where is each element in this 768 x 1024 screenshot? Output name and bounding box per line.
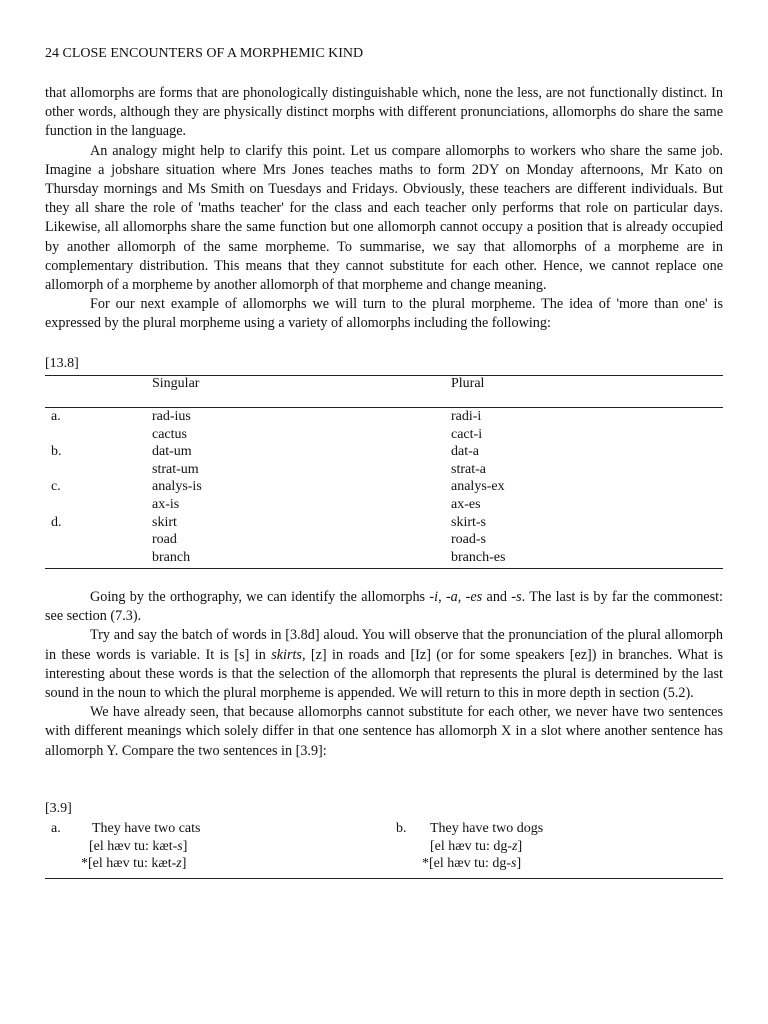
- paragraph-6: We have already seen, that because allomorphs cannot substitute for each other, we never have two sentences with different meanings which solely differ in that one sentence has allomorph X in a slot where another sentence has allomorph Y. Compare the two sentences in [3.9]:: [45, 704, 723, 759]
- row-letter: a.: [51, 409, 61, 424]
- example-b: [422, 820, 543, 873]
- plural-cell: dat-a: [451, 444, 479, 460]
- singular-cell: ax-is: [152, 497, 180, 512]
- plural-cell: cact-i: [451, 426, 483, 442]
- row-letter: c.: [51, 479, 61, 495]
- table-row: [45, 497, 723, 515]
- table-row: [45, 479, 723, 497]
- example-bottom-rule: [45, 878, 723, 879]
- example-a-grammatical: [el hæv tu: kæt-s]: [89, 838, 188, 854]
- plural-cell: radi-i: [451, 409, 482, 424]
- singular-cell: analys-is: [152, 479, 202, 495]
- table-row: [45, 515, 723, 533]
- row-letter: b.: [51, 444, 62, 460]
- paragraph-3: For our next example of allomorphs we will turn to the plural morpheme. The idea of 'more than one' is expressed by the plural morpheme using a variety of allomorphs including the following:: [45, 296, 723, 332]
- table-label: [13.8]: [45, 356, 79, 371]
- table-bottom-rule: [45, 568, 723, 569]
- table-top-rule: [45, 375, 723, 376]
- example-a: [81, 820, 200, 873]
- body-text-bottom: [45, 588, 723, 761]
- singular-cell: cactus: [152, 426, 187, 442]
- plural-cell: ax-es: [451, 497, 481, 512]
- paragraph-2: An analogy might help to clarify this point. Let us compare allomorphs to workers who share the same job. Imagine a jobshare situation where Mrs Jones teaches maths to form 2DY on Monday afternoons, Mr Kato on Thursday mornings and Ms Smith on Tuesdays and Fridays. Obviously, these teachers are different individuals. But they all share the role of 'maths teacher' for the class and each teacher only performs that role on particular days. Likewise, all allomorphs share the same function but one allomorph cannot occupy a position that is already occupied by another allomorph of the same morpheme. To summarise, we say that allomorphs of a morpheme are in complementary distribution. This means that they cannot substitute for each other. Hence, we cannot replace one allomorph of a morpheme by another allomorph of that morpheme and change meaning.: [45, 142, 723, 294]
- paragraph-5: Try and say the batch of words in [3.8d] aloud. You will observe that the pronunciation of the plural allomorph in these words is variable. It is [s] in skirts, [z] in roads and [Iz] (or for some speakers [ez]) in branches. What is interesting about these words is that the selection of the allomorph that represents the plural is determined by the last sound in the noun to which the plural morpheme is appended. We will return to this in more depth in section (5.2).: [45, 627, 723, 702]
- column-header-plural: Plural: [451, 376, 485, 391]
- table-row: [45, 462, 723, 480]
- column-header-singular: Singular: [152, 376, 200, 391]
- table-row: [45, 427, 723, 445]
- singular-cell: dat-um: [152, 444, 192, 460]
- singular-cell: rad-ius: [152, 409, 191, 424]
- example-b-grammatical: [el hæv tu: dg-z]: [430, 838, 523, 854]
- example-b-letter: b.: [396, 821, 407, 836]
- table-row: [45, 550, 723, 568]
- singular-cell: strat-um: [152, 461, 199, 477]
- table-row: [45, 532, 723, 550]
- running-header: 24 CLOSE ENCOUNTERS OF A MORPHEMIC KIND: [45, 46, 364, 61]
- example-a-letter: a.: [51, 821, 61, 836]
- paragraph-4: Going by the orthography, we can identify the allomorphs -i, -a, -es and -s. The last is by far the commonest: see section (7.3).: [45, 589, 723, 625]
- plural-cell: skirt-s: [451, 514, 486, 530]
- example-a-ungrammatical: *[el hæv tu: kæt-z]: [81, 856, 187, 871]
- singular-cell: road: [152, 532, 177, 548]
- plural-cell: analys-ex: [451, 479, 505, 495]
- example-a-sentence: They have two cats: [92, 821, 201, 836]
- example-b-sentence: They have two dogs: [430, 821, 544, 836]
- row-letter: d.: [51, 514, 62, 530]
- singular-cell: branch: [152, 549, 191, 565]
- table-row: [45, 444, 723, 462]
- plural-cell: strat-a: [451, 461, 486, 477]
- example-label: [3.9]: [45, 801, 72, 816]
- table-header-rule: [45, 407, 723, 408]
- example-b-ungrammatical: *[el hæv tu: dg-s]: [422, 856, 522, 871]
- plural-cell: road-s: [451, 532, 486, 548]
- singular-cell: skirt: [152, 514, 177, 530]
- table-row: [45, 409, 723, 427]
- paragraph-1: that allomorphs are forms that are phonologically distinguishable which, none the less, are not functionally distinct. In other words, although they are physically distinct morphs with different pronunciations, allomorphs do share the same function in the language.: [45, 85, 723, 140]
- plural-cell: branch-es: [451, 549, 506, 565]
- body-text-top: [45, 84, 723, 334]
